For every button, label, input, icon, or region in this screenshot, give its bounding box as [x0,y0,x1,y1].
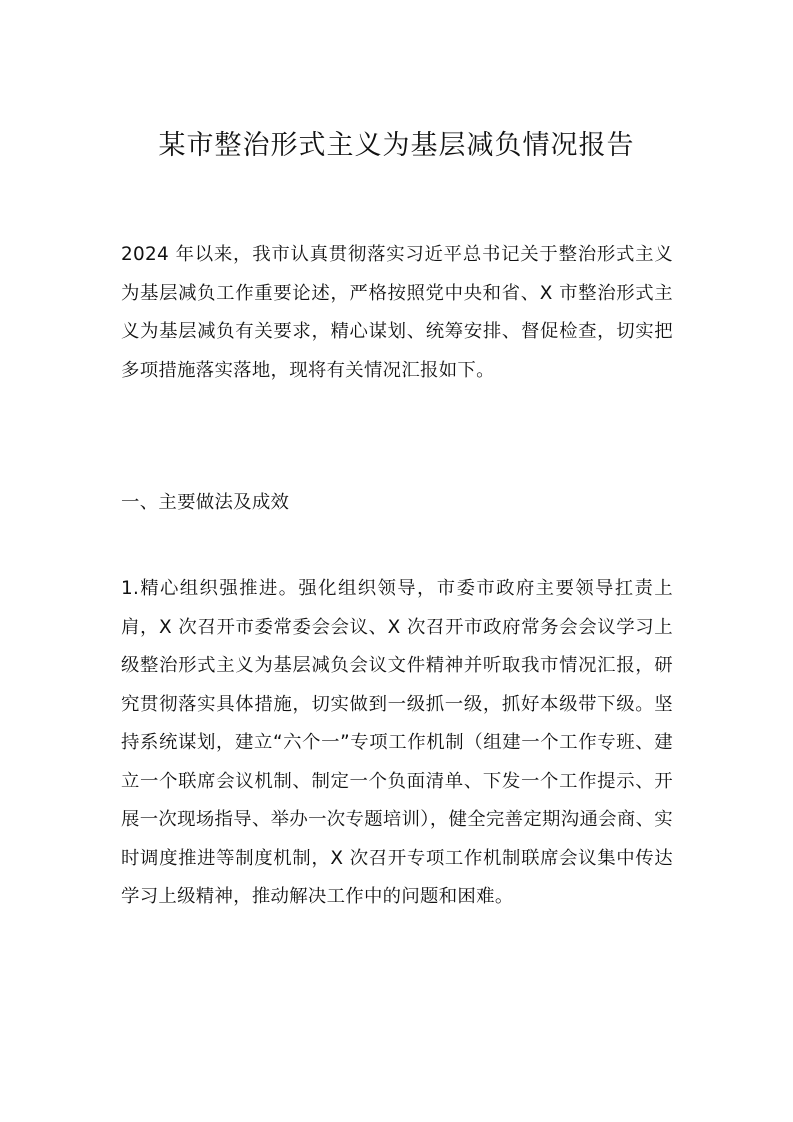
intro-paragraph: 2024 年以来，我市认真贯彻落实习近平总书记关于整治形式主义为基层减负工作重要论述，严格按照党中央和省、X 市整治形式主义为基层减负有关要求，精心谋划、统筹安排、督促检查，切实把多项措施落实落地，现将有关情况汇报如下。 [121,244,673,381]
document-title: 某市整治形式主义为基层减负情况报告 [158,130,635,161]
section-heading: 一、主要做法及成效 [121,492,290,513]
section-paragraph: 1.精心组织强推进。强化组织领导，市委市政府主要领导扛责上肩，X 次召开市委常委会会议、X 次召开市政府常务会会议学习上级整治形式主义为基层减负会议文件精神并听取我市情况汇报，研究贯彻落实具体措施，切实做到一级抓一级，抓好本级带下级。坚持系统谋划，建立“六个一”专项工作机制（组建一个工作专班、建立一个联席会议机制、制定一个负面清单、下发一个工作提示、开展一次现场指导、举办一次专题培训），健全完善定期沟通会商、实时调度推进等制度机制，X 次召开专项工作机制联席会议集中传达学习上级精神，推动解决工作中的问题和困难。 [121,578,673,907]
